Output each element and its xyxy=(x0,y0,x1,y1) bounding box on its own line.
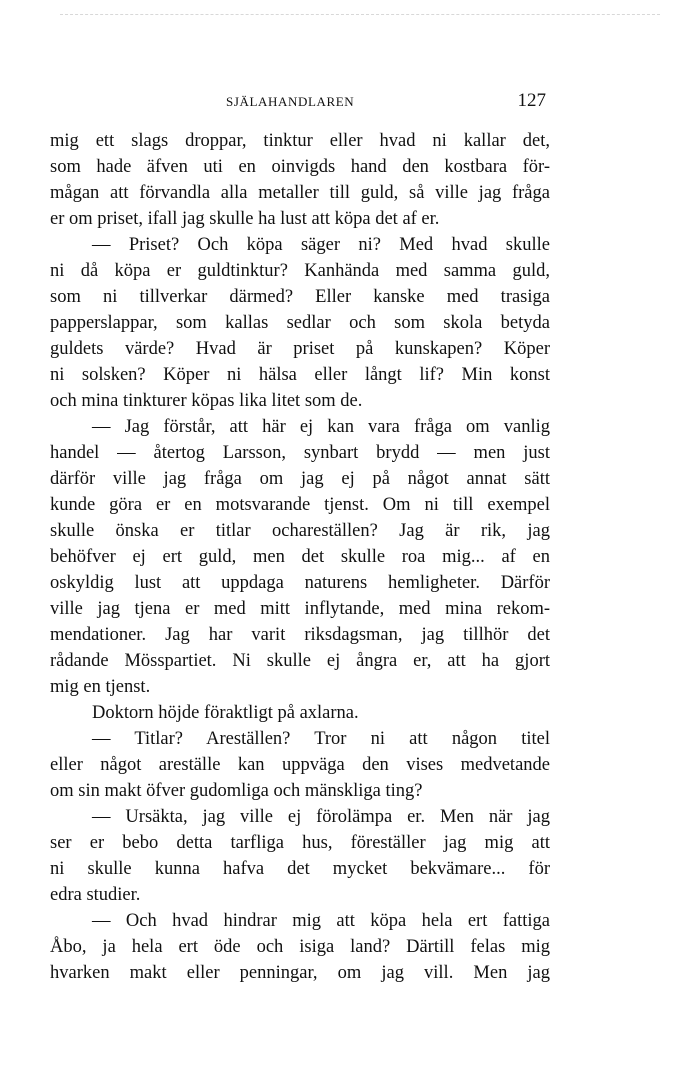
text-line: därför ville jag fråga om jag ej på något annat sätt xyxy=(50,469,550,489)
text-line: — Och hvad hindrar mig att köpa hela ert fattiga xyxy=(92,911,550,931)
text-line: ni skulle kunna hafva det mycket bekvämare... för xyxy=(50,859,550,879)
text-line: mendationer. Jag har varit riksdagsman, jag tillhör det xyxy=(50,625,550,645)
text-line: er om priset, ifall jag skulle ha lust att köpa det af er. xyxy=(50,209,440,229)
text-line: skulle önska er titlar ochareställen? Jag är rik, jag xyxy=(50,521,550,541)
text-line: edra studier. xyxy=(50,885,141,905)
text-line: mågan att förvandla alla metaller till guld, så ville jag fråga xyxy=(50,183,550,203)
text-line: — Ursäkta, jag ville ej förolämpa er. Men när jag xyxy=(92,807,550,827)
text-line: mig ett slags droppar, tinktur eller hvad ni kallar det, xyxy=(50,131,550,151)
running-title: SJÄLAHANDLAREN xyxy=(226,94,355,109)
text-line: papperslappar, som kallas sedlar och som skola betyda xyxy=(50,313,550,333)
page-header xyxy=(48,92,548,114)
text-line: ville jag tjena er med mitt inflytande, med mina rekom- xyxy=(50,599,550,619)
text-line: behöfver ej ert guld, men det skulle roa mig... af en xyxy=(50,547,550,567)
body-text xyxy=(50,128,550,986)
text-line: om sin makt öfver gudomliga och mänskliga ting? xyxy=(50,781,423,801)
text-line: — Jag förstår, att här ej kan vara fråga om vanlig xyxy=(92,417,550,437)
text-line: Åbo, ja hela ert öde och isiga land? Därtill felas mig xyxy=(50,937,550,957)
text-line: Doktorn höjde föraktligt på axlarna. xyxy=(92,703,359,723)
text-line: — Titlar? Areställen? Tror ni att någon titel xyxy=(92,729,550,749)
text-line: hvarken makt eller penningar, om jag vill. Men jag xyxy=(50,963,550,983)
text-line: rådande Mösspartiet. Ni skulle ej ångra er, att ha gjort xyxy=(50,651,550,671)
text-line: guldets värde? Hvad är priset på kunskapen? Köper xyxy=(50,339,550,359)
text-line: ni solsken? Köper ni hälsa eller långt lif? Min konst xyxy=(50,365,550,385)
text-line: mig en tjenst. xyxy=(50,677,151,697)
text-line: kunde göra er en motsvarande tjenst. Om ni till exempel xyxy=(50,495,550,515)
text-line: ser er bebo detta tarfliga hus, föreställer jag mig att xyxy=(50,833,550,853)
text-line: ni då köpa er guldtinktur? Kanhända med samma guld, xyxy=(50,261,550,281)
text-line: handel — återtog Larsson, synbart brydd — men just xyxy=(50,443,550,463)
scan-artifact-line xyxy=(60,14,660,16)
text-line: — Priset? Och köpa säger ni? Med hvad skulle xyxy=(92,235,550,255)
text-line: som hade äfven uti en oinvigds hand den kostbara för- xyxy=(50,157,550,177)
text-line: och mina tinkturer köpas lika litet som de. xyxy=(50,391,363,411)
text-line: som ni tillverkar därmed? Eller kanske med trasiga xyxy=(50,287,550,307)
text-line: eller något areställe kan uppväga den vises medvetande xyxy=(50,755,550,775)
page-number: 127 xyxy=(517,90,546,111)
text-line: oskyldig lust att uppdaga naturens hemligheter. Därför xyxy=(50,573,550,593)
